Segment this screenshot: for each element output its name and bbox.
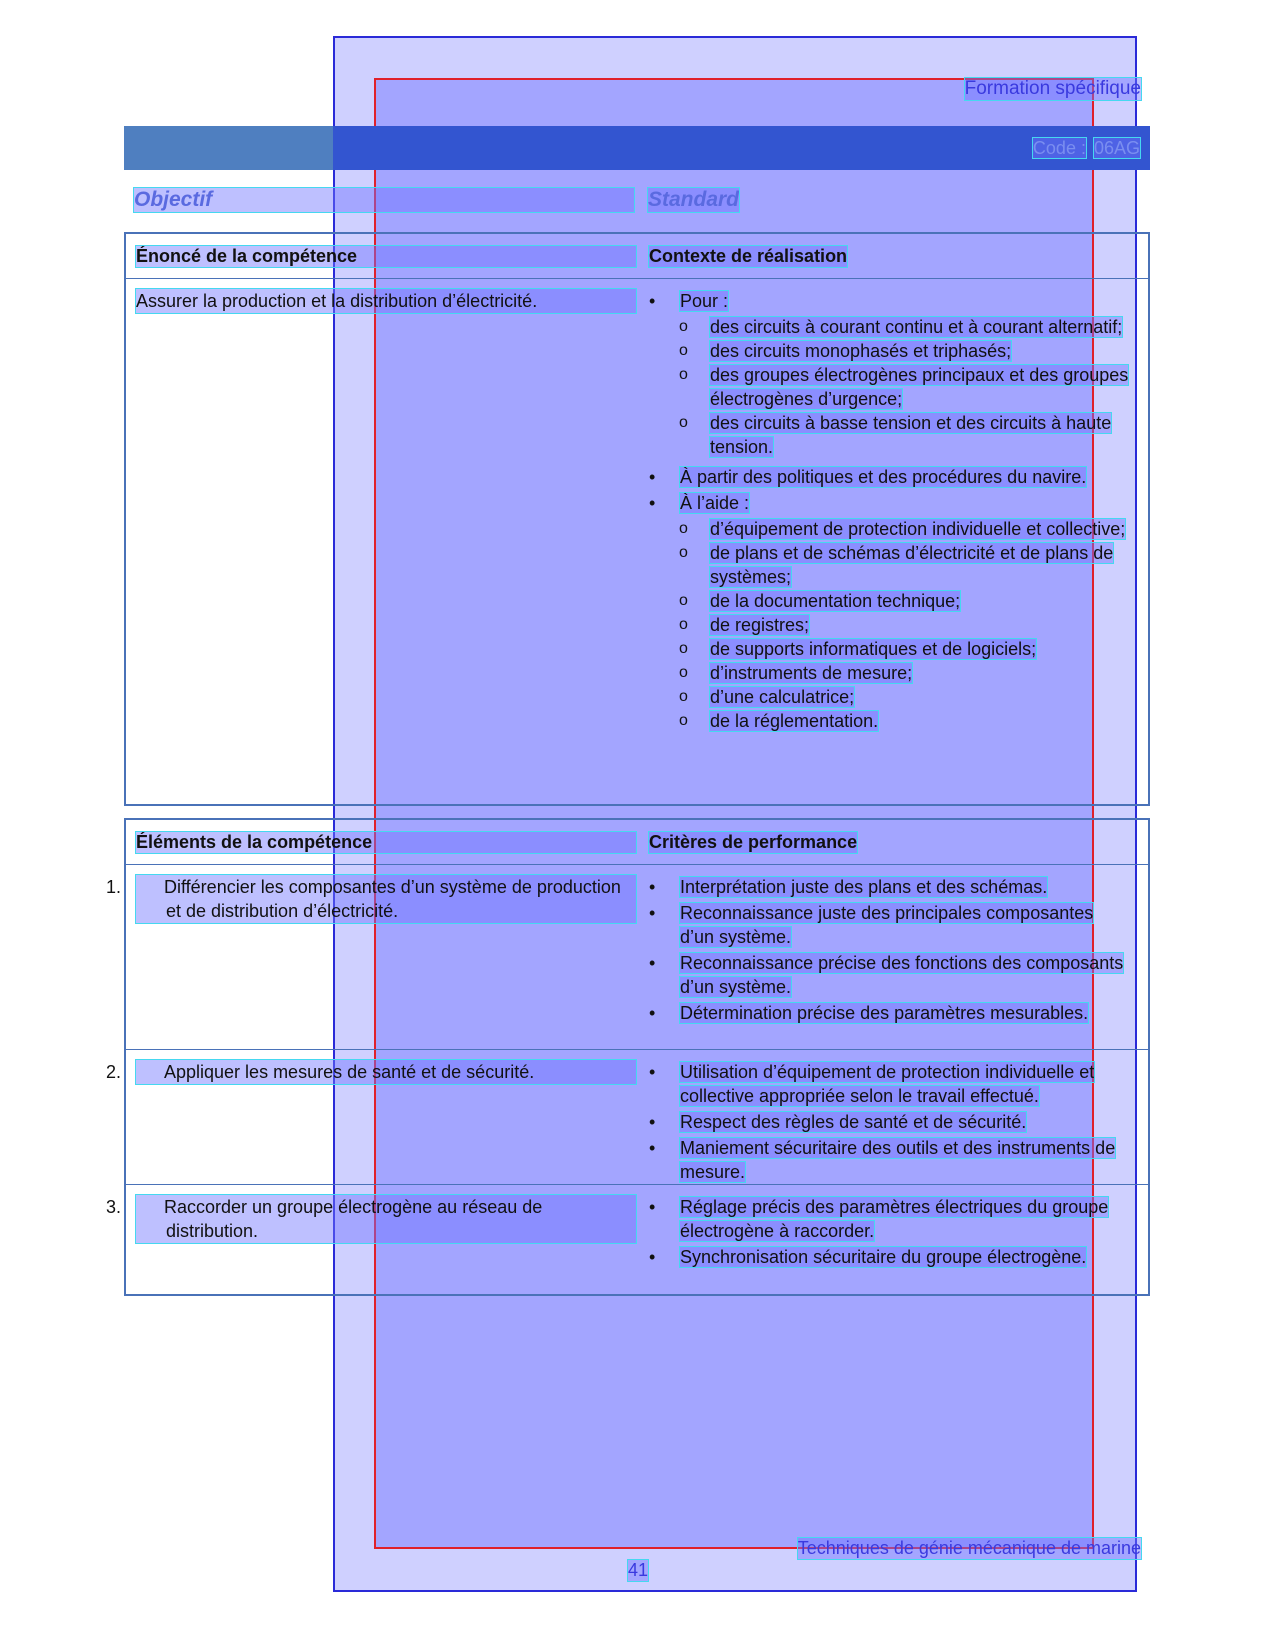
criteria-item: • Reconnaissance précise des fonctions des composants d’un système. (649, 951, 1129, 999)
criteria-item: • Détermination précise des paramètres mesurables. (649, 1001, 1129, 1025)
criteria-item: • Synchronisation sécuritaire du groupe électrogène. (649, 1245, 1129, 1269)
criteria-list (649, 1195, 1129, 1271)
code-display (1025, 138, 1140, 159)
elements-header: Éléments de la compétence (136, 832, 636, 853)
context-item: • Pour : (649, 289, 1129, 313)
enonce-header: Énoncé de la compétence (136, 246, 636, 267)
elements-table-header (126, 820, 1148, 865)
context-subitem: o des groupes électrogènes principaux et des groupes électrogènes d’urgence; (649, 363, 1129, 411)
table-row (106, 1185, 1148, 1295)
table-row (106, 1050, 1148, 1185)
competence-table (124, 232, 1150, 806)
criteria-item: • Respect des règles de santé et de sécurité. (649, 1110, 1129, 1134)
contexte-list (649, 289, 1129, 733)
context-subitem: o des circuits à courant continu et à courant alternatif; (649, 315, 1129, 339)
formation-label: Formation spécifique (964, 78, 1141, 99)
element-text: 3. Raccorder un groupe électrogène au réseau de distribution. (136, 1195, 636, 1243)
criteria-item: • Utilisation d’équipement de protection individuelle et collective appropriée selon le travail effectué. (649, 1060, 1129, 1108)
footer-program: Techniques de génie mécanique de marine (797, 1538, 1141, 1558)
criteria-list (649, 1060, 1129, 1186)
criteria-list (649, 875, 1129, 1027)
enonce-text: Assurer la production et la distribution d’électricité. (136, 289, 636, 313)
context-subitem: o d’instruments de mesure; (649, 661, 1129, 685)
context-subitem: o de plans et de schémas d’électricité et de plans de systèmes; (649, 541, 1129, 589)
page-number: 41 (628, 1560, 649, 1580)
standard-label: Standard (648, 188, 740, 211)
code-value: 06AG (1093, 138, 1140, 158)
context-item: • À partir des politiques et des procédures du navire. (649, 465, 1129, 489)
context-item: • À l’aide : (649, 491, 1129, 515)
criteria-item: • Interprétation juste des plans et des schémas. (649, 875, 1129, 899)
context-subitem: o de la documentation technique; (649, 589, 1129, 613)
competence-table-header (126, 234, 1148, 279)
context-subitem: o d’une calculatrice; (649, 685, 1129, 709)
element-text: 2. Appliquer les mesures de santé et de sécurité. (136, 1060, 636, 1084)
context-subitem: o des circuits monophasés et triphasés; (649, 339, 1129, 363)
code-bar (124, 126, 1150, 170)
elements-table (106, 818, 1150, 1296)
criteres-header: Critères de performance (649, 832, 858, 852)
criteria-item: • Maniement sécuritaire des outils et des instruments de mesure. (649, 1136, 1129, 1184)
context-subitem: o des circuits à basse tension et des circuits à haute tension. (649, 411, 1129, 459)
element-text: 1. Différencier les composantes d’un système de production et de distribution d’électricité. (136, 875, 636, 923)
code-label: Code : (1032, 138, 1086, 158)
objectif-label: Objectif (134, 188, 634, 212)
context-subitem: o de supports informatiques et de logiciels; (649, 637, 1129, 661)
contexte-header: Contexte de réalisation (649, 246, 848, 266)
criteria-item: • Reconnaissance juste des principales composantes d’un système. (649, 901, 1129, 949)
criteria-item: • Réglage précis des paramètres électriques du groupe électrogène à raccorder. (649, 1195, 1129, 1243)
context-subitem: o de la réglementation. (649, 709, 1129, 733)
context-subitem: o de registres; (649, 613, 1129, 637)
competence-table-body (126, 279, 1148, 805)
context-subitem: o d’équipement de protection individuelle et collective; (649, 517, 1129, 541)
table-row (106, 865, 1148, 1050)
